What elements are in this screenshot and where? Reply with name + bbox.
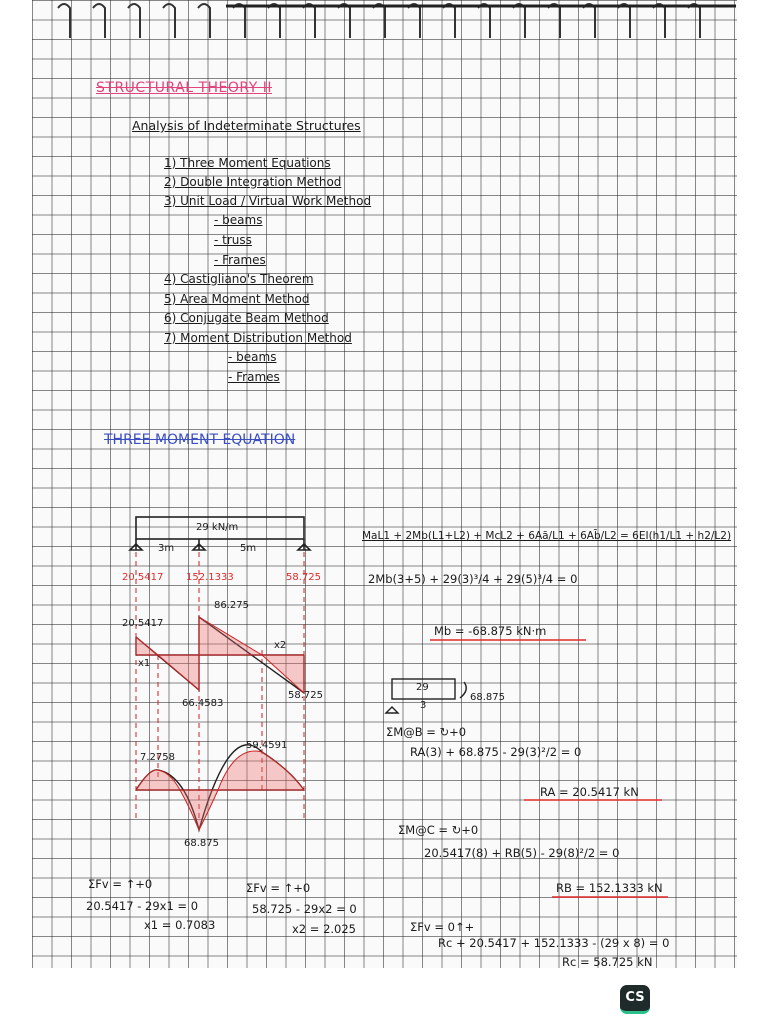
list-item: - Frames (214, 253, 266, 267)
general-equation: MaL1 + 2Mb(L1+L2) + McL2 + 6Aā/L1 + 6Ab̄/L2 = 6EI(h1/L1 + h2/L2) (362, 530, 732, 542)
shear-x2: x2 (274, 640, 287, 651)
rc-equation: Rc + 20.5417 + 152.1333 - (29 x 8) = 0 (438, 936, 670, 950)
list-item: 4) Castigliano's Theorem (164, 272, 314, 286)
list-item: 5) Area Moment Method (164, 292, 310, 306)
span1-label: 3m (158, 543, 175, 554)
shear-v4: 58.725 (288, 690, 323, 701)
bl-sum: ΣFv = ↑+0 (88, 877, 153, 891)
list-item: 6) Conjugate Beam Method (164, 311, 329, 325)
shear-x1: x1 (138, 658, 151, 669)
moment-m2: 59.4591 (246, 740, 288, 751)
bm-eq: 58.725 - 29x2 = 0 (252, 902, 357, 916)
subtitle: Analysis of Indeterminate Structures (132, 118, 361, 133)
bl-eq: 20.5417 - 29x1 = 0 (86, 899, 199, 913)
shear-v3: 66.4583 (182, 698, 224, 709)
reaction-a: 20.5417 (122, 572, 164, 583)
bm-result: x2 = 2.025 (292, 922, 356, 936)
rb-result: RB = 152.1333 kN (556, 881, 663, 895)
reaction-b: 152.1333 (186, 572, 234, 583)
list-item: - truss (214, 233, 252, 247)
list-item: 1) Three Moment Equations (164, 156, 331, 170)
page-title: STRUCTURAL THEORY II (96, 80, 273, 96)
section-heading: THREE MOMENT EQUATION (104, 432, 296, 448)
list-item: 2) Double Integration Method (164, 175, 342, 189)
ra-result: RA = 20.5417 kN (540, 785, 639, 799)
ra-equation: RA(3) + 68.875 - 29(3)²/2 = 0 (410, 745, 582, 759)
camscanner-logo: CS (620, 985, 650, 1014)
substituted-equation: 2Mb(3+5) + 29(3)³/4 + 29(5)³/4 = 0 (368, 572, 578, 586)
sum-forces: ΣFv = 0↑+ (410, 920, 475, 934)
sum-moments-c: ΣM@C = ↻+0 (398, 823, 479, 837)
list-item: - beams (214, 213, 263, 227)
mb-result: Mb = -68.875 kN·m (434, 624, 547, 638)
list-item: 7) Moment Distribution Method (164, 331, 352, 345)
span2-label: 5m (240, 543, 257, 554)
rb-equation: 20.5417(8) + RB(5) - 29(8)²/2 = 0 (424, 846, 620, 860)
load-label: 29 kN/m (196, 522, 239, 533)
moment-m1: 7.2758 (140, 752, 175, 763)
bm-sum: ΣFv = ↑+0 (246, 881, 311, 895)
fbd-load: 29 (416, 682, 429, 693)
reaction-c: 58.725 (286, 572, 321, 583)
shear-v2: 86.275 (214, 600, 249, 611)
fbd-moment: 68.875 (470, 692, 505, 703)
bl-result: x1 = 0.7083 (144, 918, 216, 932)
sum-moments-b: ΣM@B = ↻+0 (386, 725, 467, 739)
shear-v1: 20.5417 (122, 618, 164, 629)
moment-m3: 68.875 (184, 838, 219, 849)
fbd-length: 3 (420, 700, 427, 711)
rc-result: Rc = 58.725 kN (562, 955, 653, 969)
list-item: - beams (228, 350, 277, 364)
list-item: 3) Unit Load / Virtual Work Method (164, 194, 372, 208)
list-item: - Frames (228, 370, 280, 384)
